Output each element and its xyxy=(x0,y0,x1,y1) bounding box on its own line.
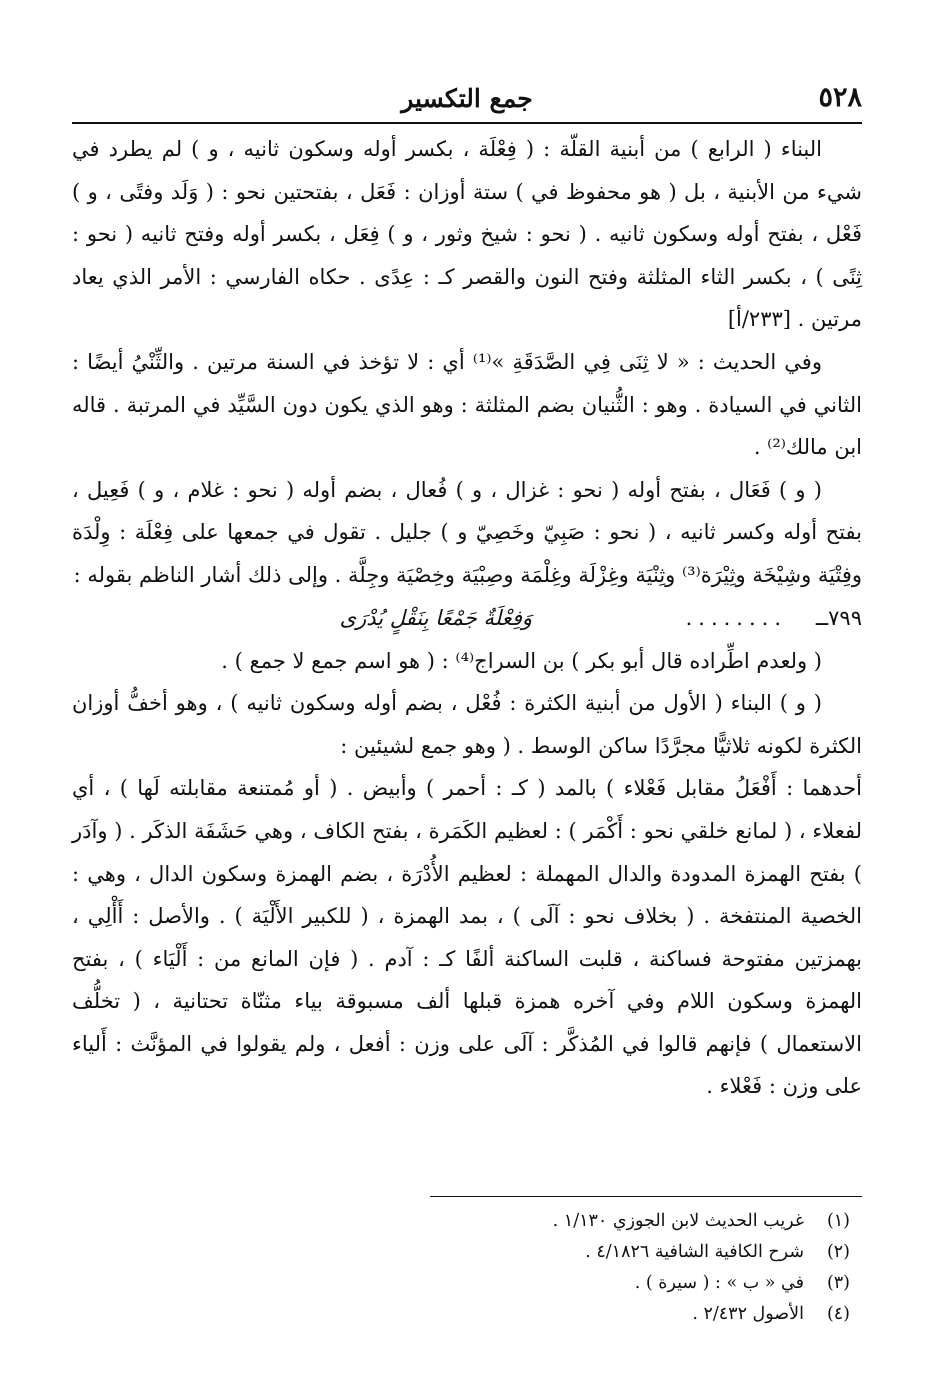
footnote-text: غريب الحديث لابن الجوزي ١/١٣٠ . xyxy=(552,1211,804,1231)
footnotes xyxy=(72,1206,862,1330)
paragraph: ( و ) فَعَال ، بفتح أوله ( نحو : غزال ، و ) فُعال ، بضم أوله ( نحو : غلام ، و ) فَعِيل ، بفتح أوله وكسر ثانيه ، ( نحو : صَبِيّ وخَصِيّ و ) جليل . تقول في جمعها على فِعْلَة : وِلْدَة وفِتْيَة وشِيْخَة وثِيْرَة⁽³⁾ وثِنْيَة وغِزْلَة وغِلْمَة وصِبْيَة وخِصْيَة وجِلَّة . وإلى ذلك أشار الناظم بقوله : xyxy=(72,477,862,587)
footnote-text: في « ب » : ( سيرة ) . xyxy=(634,1273,804,1293)
page-header xyxy=(72,82,862,118)
verse-text: وَفِعْلَةٌ جَمْعًا بِنَقْلٍ يُدْرَى xyxy=(339,605,532,630)
footnote xyxy=(72,1299,862,1330)
paragraph: وفي الحديث : « لا ثِنَى فِي الصَّدَقَةِ »⁽¹⁾ أي : لا تؤخذ في السنة مرتين . والثِّنْيُ أيضًا : الثاني في السيادة . وهو : الثُّنيان بضم المثلثة : وهو الذي يكون دون السَّيِّد في المرتبة . قاله ابن مالك⁽²⁾ . xyxy=(72,349,862,460)
footnote-number: (٣) xyxy=(826,1273,850,1293)
page-number: ٥٢٨ xyxy=(818,82,862,113)
footnote-rule xyxy=(430,1196,862,1197)
footnote-number: (٤) xyxy=(826,1304,850,1324)
paragraph: أحدهما : أَفْعَلُ مقابل فَعْلاء ) بالمد ( كـ : أحمر ) وأبيض . ( أو مُمتنعة مقابلته لَها ) ، أي لفعلاء ، ( لمانع خلقي نحو : أَكْمَر ) : لعظيم الكَمَرة ، بفتح الكاف ، وهي حَشَفَة الذكَر . ( وآدَر ) بفتح الهمزة المدودة والدال المهملة : لعظيم الأُدْرَة ، بضم الهمزة وسكون الدال ، وهي : الخصية المنتفخة . ( بخلاف نحو : آلَى ) ، بمد الهمزة ، ( للكبير الأَلْيَة ) . والأصل : أَأْلِي ، بهمزتين مفتوحة فساكنة ، قلبت الساكنة ألفًا كـ : آدم . ( فإن المانع من : أَلْيَاء ) ، بفتح الهمزة وسكون اللام وفي آخره همزة قبلها ألف مسبوقة بياء مثنّاة تحتانية ، ( تخلُّف الاستعمال ) فإنهم قالوا في المُذكَّر : آلَى على وزن : أفعل ، ولم يقولوا في المؤنَّث : أَلياء على وزن : فَعْلاء . xyxy=(72,776,862,1099)
verse-line xyxy=(72,597,862,640)
header-rule xyxy=(72,122,862,124)
footnote xyxy=(72,1237,862,1268)
footnote-text: الأصول ٢/٤٣٢ . xyxy=(692,1304,804,1324)
paragraph: ( ولعدم اطِّراده قال أبو بكر ) بن السراج⁽⁴⁾ : ( هو اسم جمع لا جمع ) . xyxy=(221,648,822,673)
footnote xyxy=(72,1206,862,1237)
main-text xyxy=(72,128,862,1108)
paragraph: البناء ( الرابع ) من أبنية القلّة : ( فِعْلَة ، بكسر أوله وسكون ثانيه ، و ) لم يطرد في شيء من الأبنية ، بل ( هو محفوظ في ) ستة أوزان : فَعَل ، بفتحتين نحو : ( وَلَد وفتًى ، و ) فَعْل ، بفتح أوله وسكون ثانيه . ( نحو : شيخ وثور ، و ) فِعَل ، بكسر أوله وفتح ثانيه ( نحو : ثِنًى ) ، بكسر الثاء المثلثة وفتح النون والقصر كـ : عِدًى . حكاه الفارسي : الأمر الذي يعاد مرتين . [٢٣٣/أ] xyxy=(72,137,862,332)
footnote-text: شرح الكافية الشافية ٤/١٨٢٦ . xyxy=(585,1242,804,1262)
verse-number: ٧٩٩ــ xyxy=(815,605,862,630)
footnote xyxy=(72,1268,862,1299)
footnote-number: (٢) xyxy=(826,1242,850,1262)
paragraph: ( و ) البناء ( الأول من أبنية الكثرة : فُعْل ، بضم أوله وسكون ثانيه ) ، وهو أخفُّ أوزان الكثرة لكونه ثلاثيًّا مجرَّدًا ساكن الوسط . ( وهو جمع لشيئين : xyxy=(72,691,862,758)
verse-dots: ........ xyxy=(685,605,787,630)
footnote-number: (١) xyxy=(826,1211,850,1231)
running-title: جمع التكسير xyxy=(401,84,533,113)
